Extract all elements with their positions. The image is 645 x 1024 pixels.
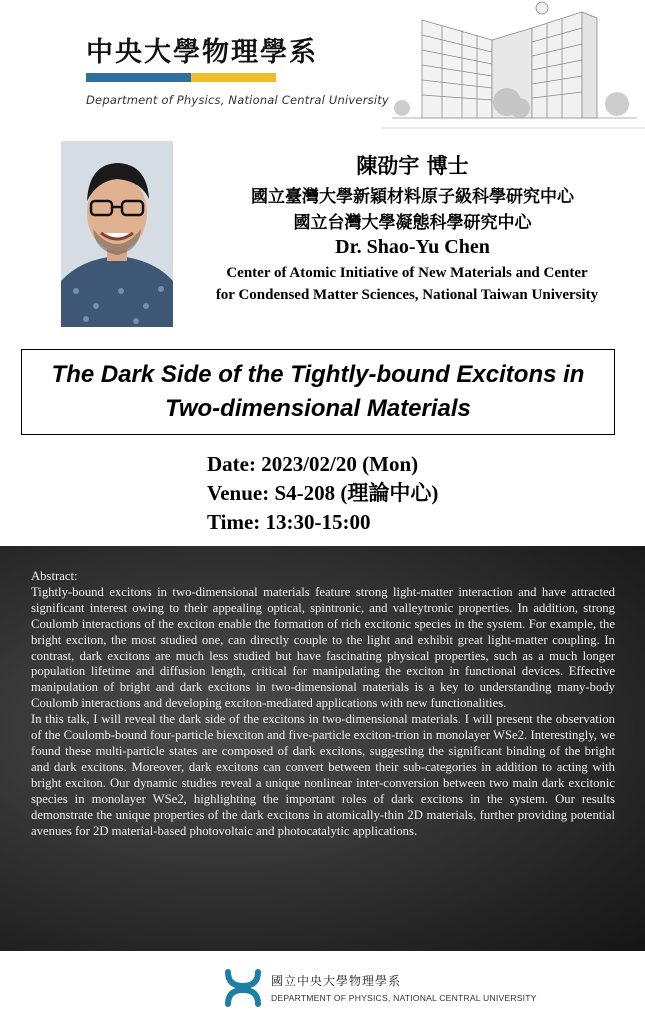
department-name-chinese: 中央大學物理學系 — [86, 37, 318, 68]
speaker-portrait — [61, 141, 173, 327]
department-name-english: Department of Physics, National Central University — [86, 93, 389, 107]
speaker-institute-chinese-1: 國立臺灣大學新穎材料原子級科學研究中心 — [251, 187, 574, 207]
abstract-panel — [0, 546, 645, 951]
speaker-affiliation-line-1: Center of Atomic Initiative of New Materials and Center — [226, 265, 588, 281]
talk-date: Date: 2023/02/20 (Mon) — [207, 452, 419, 476]
abstract-body — [31, 569, 615, 839]
abstract-paragraph-1: Tightly-bound excitons in two-dimensional materials feature strong light-matter interaction and have attracted significant interest owing to their appealing optical, spintronic, and valleytronic properties. In addition, strong Coulomb interactions of the exciton enable the formation of rich excitonic species in the system. For example, the bright exciton, the most studied one, can directly couple to the light and exhibit great light-matter coupling. In contrast, dark excitons are much less studied but have fascinating physical properties, such as a much longer population lifetime and diffusion length, critical for manipulating the exciton in functional devices. Effective manipulation of bright and dark excitons in two-dimensional materials is a key to understanding many-body Coulomb interactions and developing exciton-mediated applications with new functionalities. — [31, 584, 615, 711]
footer-department-english: DEPARTMENT OF PHYSICS, NATIONAL CENTRAL UNIVERSITY — [271, 993, 537, 1003]
talk-details — [207, 450, 438, 537]
speaker-photo — [61, 141, 173, 327]
talk-title — [40, 358, 597, 426]
brand-bar-blue — [86, 73, 191, 82]
department-logo-icon — [222, 966, 264, 1010]
talk-title-box — [21, 349, 615, 435]
talk-venue: Venue: S4-208 (理論中心) — [207, 481, 439, 505]
talk-title-line-2: Two-dimensional Materials — [165, 395, 471, 422]
building-sketch-illustration — [382, 0, 645, 135]
speaker-name-chinese: 陳劭宇 博士 — [356, 153, 469, 178]
speaker-name-english: Dr. Shao-Yu Chen — [335, 236, 490, 258]
brand-bar-yellow — [191, 73, 276, 82]
abstract-heading: Abstract: — [31, 569, 78, 583]
talk-time: Time: 13:30-15:00 — [207, 510, 371, 534]
poster-header — [0, 0, 645, 135]
brand-color-bar — [86, 73, 276, 82]
footer-department-chinese: 國立中央大學物理學系 — [271, 974, 402, 988]
speaker-affiliation-line-2: for Condensed Matter Sciences, National Taiwan University — [215, 287, 599, 303]
abstract-paragraph-2: In this talk, I will reveal the dark side of the excitons in two-dimensional materials. I will present the observation of the Coulomb-bound four-particle biexciton and five-particle exciton-trion in monolayer WSe2. Interestingly, we found these multi-particle states are composed of dark excitons, suggesting the significant binding of the bright and dark excitons. Moreover, dark excitons can convert between their sub-categories in addition to acting with bright exciton. Our dynamic studies reveal a unique nonlinear inter-conversion between two main dark excitonic species in monolayer WSe2, highlighting the important roles of dark excitons in the system. Our results demonstrate the unique properties of the dark excitons in atomically-thin 2D materials, further providing potential avenues for 2D material-based photovoltaic and photocatalytic applications. — [31, 712, 615, 838]
talk-title-line-1: The Dark Side of the Tightly-bound Excitons in — [51, 361, 585, 388]
speaker-institute-chinese-2: 國立台灣大學凝態科學研究中心 — [293, 213, 532, 233]
